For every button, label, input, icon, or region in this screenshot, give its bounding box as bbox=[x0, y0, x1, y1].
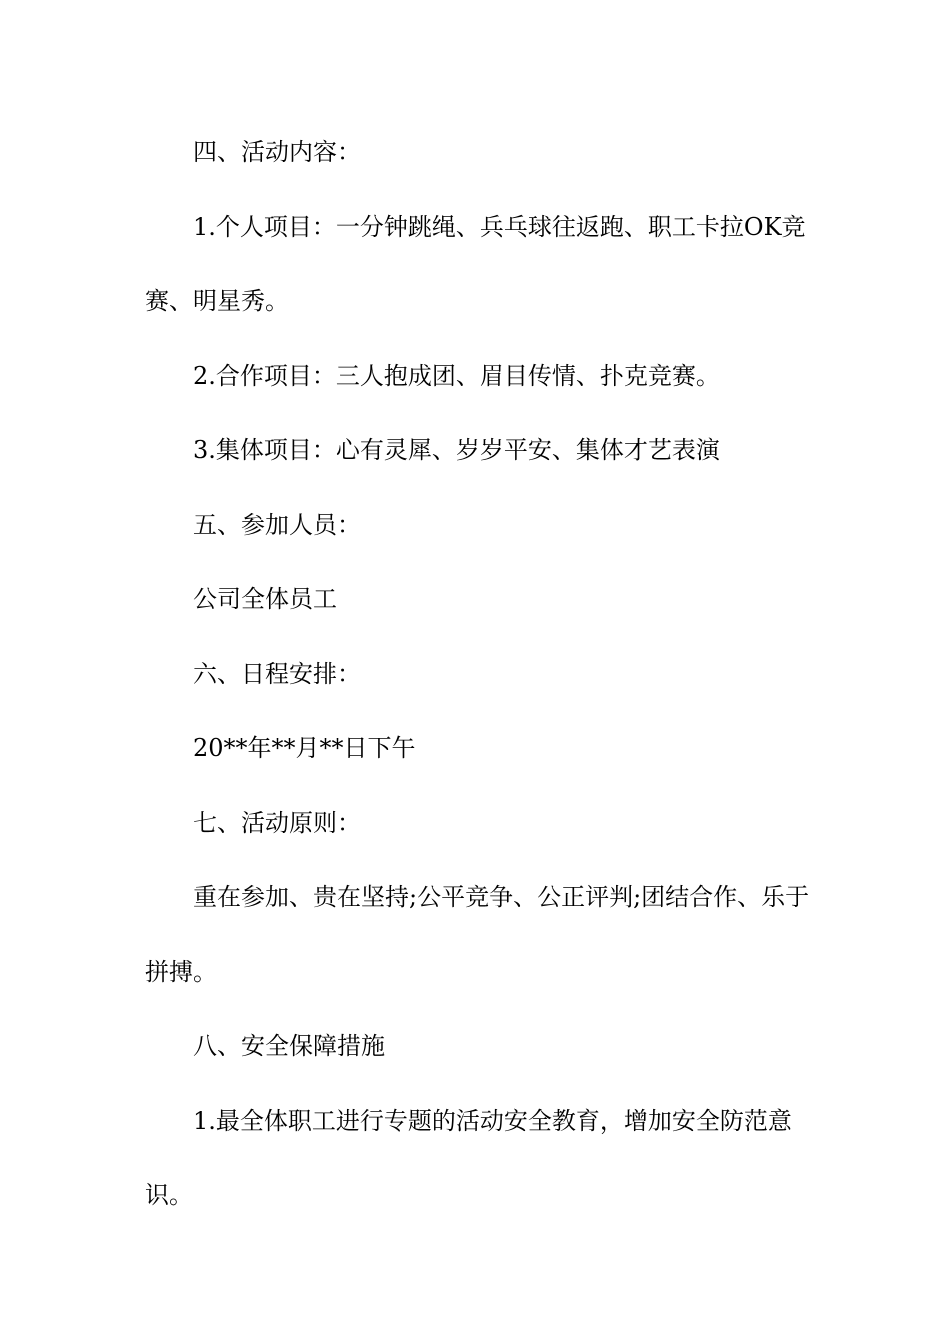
section-heading-safety: 八、安全保障措施 bbox=[193, 1032, 385, 1060]
section-heading-schedule: 六、日程安排： bbox=[193, 659, 361, 688]
document-body bbox=[145, 115, 810, 1233]
paragraph-principles: 重在参加、贵在坚持;公平竞争、公正评判;团结合作、乐于拼搏。 bbox=[145, 883, 810, 986]
paragraph-group-events: 3.集体项目：心有灵犀、岁岁平安、集体才艺表演 bbox=[193, 436, 720, 464]
section-heading-activity-content: 四、活动内容： bbox=[193, 138, 361, 166]
paragraph-participants: 公司全体员工 bbox=[193, 585, 337, 613]
paragraph-schedule-date: 20**年**月**日下午 bbox=[193, 734, 416, 762]
paragraph-cooperative-events: 2.合作项目：三人抱成团、眉目传情、扑克竞赛。 bbox=[193, 361, 720, 390]
paragraph-safety-education: 1.最全体职工进行专题的活动安全教育，增加安全防范意识。 bbox=[145, 1106, 792, 1209]
paragraph-individual-events: 1.个人项目：一分钟跳绳、兵乓球往返跑、职工卡拉OK竞赛、明星秀。 bbox=[145, 212, 806, 315]
section-heading-principles: 七、活动原则： bbox=[193, 808, 361, 837]
section-heading-participants: 五、参加人员： bbox=[193, 510, 361, 539]
